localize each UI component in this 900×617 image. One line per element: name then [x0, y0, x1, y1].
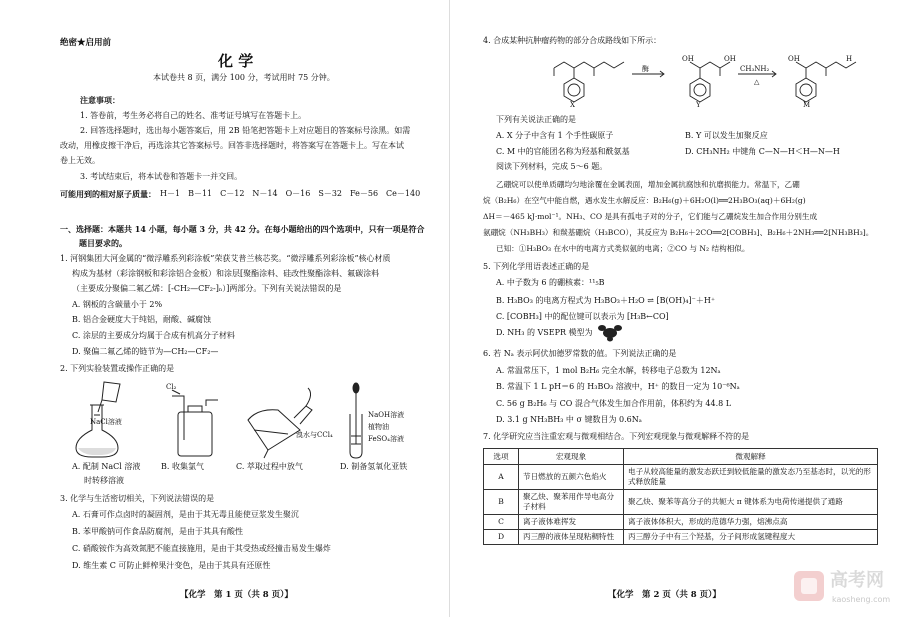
watermark-emblem-icon: [792, 569, 826, 603]
table-header-row: [484, 449, 878, 465]
table-header-macro: 宏观现象: [519, 449, 624, 465]
q5-option-c: C. [COBH₃] 中的配位键可以表示为 [H₃B←CO]: [496, 312, 669, 321]
vsepr-model-icon: [596, 320, 624, 342]
table-row: [484, 465, 878, 490]
watermark-logo: [792, 565, 892, 613]
note-line: 2. 回答选择题时，选出每小题答案后，用 2B 铅笔把答题卡上对应题目的答案标号涂黑。如需: [80, 126, 411, 135]
question-1: 1. 河钢集团大河金属的“微浮雕系列彩涂板”荣获艾普兰核芯奖。“微浮雕系列彩涂板”核心材质: [60, 254, 391, 263]
oil-label: 植物油: [368, 423, 389, 431]
nacl-label: NaCl溶液: [90, 418, 122, 426]
exam-subtitle: 本试卷共 8 页，满分 100 分，考试用时 75 分钟。: [153, 73, 335, 82]
table-cell: C: [484, 515, 519, 530]
q2-caption-a: A. 配制 NaCl 溶液: [72, 462, 141, 471]
q6-option-a: A. 常温常压下，1 mol B₂H₆ 完全水解，转移电子总数为 12Nₐ: [496, 366, 721, 375]
q5-option-b: B. H₃BO₃ 的电离方程式为 H₃BO₃＋H₂O ⇌ [B(OH)₄]⁻＋H⁺: [496, 296, 716, 305]
confidential-tag: 绝密★启用前: [60, 38, 112, 48]
table-cell: 离子液体难挥发: [519, 515, 624, 530]
q1-option-a: A. 钢板的含碳量小于 2%: [72, 300, 163, 309]
question-1-line: 构成为基材（彩涂钢板和彩涂铝合金板）和涂层[聚酯涂料、硅改性聚酯涂料、氟碳涂料: [72, 269, 380, 278]
section-heading: 一、选择题：本题共 14 小题，每小题 3 分，共 42 分。在每小题给出的四个选项中，只有一项是符合: [60, 224, 425, 234]
reading-intro: 阅读下列材料，完成 5～6 题。: [496, 162, 608, 171]
q1-option-b: B. 铝合金硬度大于纯铝，耐酸、碱腐蚀: [72, 315, 211, 324]
watermark-url: kaosheng.com: [832, 595, 891, 604]
q4-option-c: C. M 中的官能团名称为羟基和酰氨基: [496, 147, 630, 156]
note-line: 3. 考试结束后，将本试卷和答题卡一并交回。: [80, 172, 243, 181]
reagent-label: CH₃NH₂: [740, 65, 770, 73]
separatory-funnel-diagram: [248, 388, 312, 458]
y-oh-label: OH: [682, 55, 694, 63]
page-fold: [449, 0, 450, 617]
table-cell: 聚乙炔、聚苯等高分子的共轭大 π 键体系为电荷传递提供了通路: [624, 490, 878, 515]
table-cell: 丙三醇的液体呈现粘稠特性: [519, 530, 624, 545]
material-line: ΔH＝－465 kJ·mol⁻¹。NH₃、CO 是具有孤电子对的分子，它们能与乙硼烷发生加合作用分别生成: [483, 212, 818, 221]
q2-apparatus-figure: [68, 380, 438, 460]
question-6: 6. 若 Nₐ 表示阿伏加德罗常数的值。下列说法正确的是: [483, 349, 677, 358]
q7-table: [483, 448, 878, 545]
table-row: [484, 515, 878, 530]
cl2-label: Cl₂: [166, 383, 177, 391]
q1-option-d: D. 聚偏二氟乙烯的链节为—CH₂—CF₂—: [72, 347, 219, 356]
q5-option-d: D. NH₃ 的 VSEPR 模型为: [496, 328, 593, 337]
q2-caption-d: D. 制备氢氧化亚铁: [340, 462, 408, 471]
page-title: 化 学: [218, 52, 254, 70]
q6-option-c: C. 56 g B₂H₆ 与 CO 混合气体发生加合作用前，体积约为 44.8 L: [496, 399, 732, 408]
q2-caption-a2: 时转移溶液: [84, 476, 124, 485]
q2-caption-c: C. 萃取过程中放气: [236, 462, 303, 471]
question-7: 7. 化学研究应当注重宏观与微观相结合。下列宏观现象与微观解释不符的是: [483, 432, 750, 441]
benzene-ring-y: [690, 78, 710, 102]
note-line: 1. 答卷前，考生务必将自己的姓名、准考证号填写在答题卡上。: [80, 111, 307, 120]
material-line: 已知：①H₃BO₃ 在水中的电离方式类似氨的电离；②CO 与 N₂ 结构相似。: [496, 244, 750, 253]
q3-option-c: C. 硝酸铵作为高效氮肥不能直接施用，是由于其受热或经撞击易发生爆炸: [72, 544, 331, 553]
atomic-mass-label: 可能用到的相对原子质量：: [60, 189, 156, 199]
section-heading: 题目要求的。: [79, 238, 127, 248]
table-row: [484, 530, 878, 545]
table-cell: 丙三醇分子中有三个羟基，分子间形成氢键程度大: [624, 530, 878, 545]
compound-label-y: Y: [696, 101, 701, 109]
material-line: 乙硼烷可以使单质硼均匀地涂覆在金属表面，增加金属抗腐蚀和抗磨损能力。常温下，乙硼: [496, 180, 800, 189]
q1-option-c: C. 涂层的主要成分均属于合成有机高分子材料: [72, 331, 235, 340]
note-line: 改动，用橡皮擦干净后，再选涂其它答案标号。回答非选择题时，将答案写在答题卡上。写在本试: [60, 141, 404, 150]
question-3: 3. 化学与生活密切相关，下列说法错误的是: [60, 494, 215, 503]
table-row: [484, 490, 878, 515]
table-cell: D: [484, 530, 519, 545]
q3-option-d: D. 维生素 C 可防止鲜榨果汁变色，是由于其具有还原性: [72, 561, 271, 570]
test-tube-diagram: [350, 383, 362, 458]
page-footer-right: 【化学 第 2 页（共 8 页）】: [608, 590, 721, 600]
question-1-line: （主要成分聚偏二氟乙烯：[-CH₂—CF₂-]ₙ）]两部分。下列有关说法错误的是: [72, 284, 342, 293]
table-header-option: 选项: [484, 449, 519, 465]
note-line: 卷上无效。: [60, 156, 100, 165]
ccl4-label: 溴水与CCl₄: [296, 431, 333, 439]
table-cell: B: [484, 490, 519, 515]
q4-option-b: B. Y 可以发生加聚反应: [685, 131, 768, 140]
compound-label-x: X: [570, 101, 575, 109]
question-4: 4. 合成某种抗肿瘤药物的部分合成路线如下所示：: [483, 36, 662, 45]
q2-caption-b: B. 收集氯气: [161, 462, 204, 471]
question-5: 5. 下列化学用语表述正确的是: [483, 262, 590, 271]
q4-synthesis-route: [540, 48, 885, 116]
watermark-title: 高考网: [830, 570, 884, 591]
q4-question: 下列有关说法正确的是: [496, 115, 576, 124]
q5-option-a: A. 中子数为 6 的硼核素：¹¹₅B: [496, 278, 605, 287]
q4-option-a: A. X 分子中含有 1 个手性碳原子: [496, 131, 614, 140]
table-cell: 电子从较高能量的激发态跃迁到较低能量的激发态乃至基态时，以光的形式释放能量: [624, 465, 878, 490]
q3-option-b: B. 苯甲酸钠可作食品防腐剂，是由于其具有酸性: [72, 527, 243, 536]
question-2: 2. 下列实验装置或操作正确的是: [60, 364, 175, 373]
table-cell: 节日燃放的五颜六色焰火: [519, 465, 624, 490]
naoh-label: NaOH溶液: [368, 411, 405, 419]
table-cell: A: [484, 465, 519, 490]
table-cell: 聚乙炔、聚苯用作导电高分子材料: [519, 490, 624, 515]
table-cell: 离子液体体积大，形成的范德华力强，熔沸点高: [624, 515, 878, 530]
q6-option-b: B. 常温下 1 L pH＝6 的 H₃BO₃ 溶液中，H⁺ 的数目一定为 10⁻⁶Nₐ: [496, 382, 740, 391]
enzyme-label: 酶: [642, 65, 649, 73]
q3-option-a: A. 石膏可作点卤时的凝固剂，是由于其无毒且能使豆浆发生聚沉: [72, 510, 299, 519]
feso4-label: FeSO₄溶液: [368, 435, 404, 443]
page-footer-left: 【化学 第 1 页（共 8 页）】: [180, 590, 293, 600]
material-line: 烷（B₂H₆）在空气中能自燃，遇水发生水解反应：B₂H₆(g)＋6H₂O(l)══2H₃BO₃(aq)＋6H₂(g): [483, 196, 806, 205]
atomic-mass-values: H－1 B－11 C－12 N－14 O－16 S－32 Fe－56 Ce－140: [160, 189, 421, 198]
table-header-micro: 微观解释: [624, 449, 878, 465]
q4-option-d: D. CH₃NH₂ 中键角 C—N—H＜H—N—H: [685, 147, 840, 156]
compound-label-m: M: [803, 101, 811, 109]
gas-bottle-diagram: [172, 390, 218, 456]
m-oh-label: OH: [788, 55, 800, 63]
notes-heading: 注意事项：: [80, 95, 120, 105]
heat-label: △: [754, 78, 760, 86]
benzene-ring-m: [796, 78, 816, 102]
m-amide-h-label: H: [846, 55, 853, 63]
material-line: 氨硼烷（NH₃BH₃）和羰基硼烷（H₃BCO），其反应为 B₂H₆＋2CO══2[COBH₃]、B₂H₆＋2NH₃══2[NH₃BH₃]。: [483, 228, 874, 237]
benzene-ring-x: [564, 78, 584, 102]
q6-option-d: D. 3.1 g NH₃BH₃ 中 σ 键数目为 0.6Nₐ: [496, 415, 642, 424]
y-acid-oh-label: OH: [724, 55, 736, 63]
